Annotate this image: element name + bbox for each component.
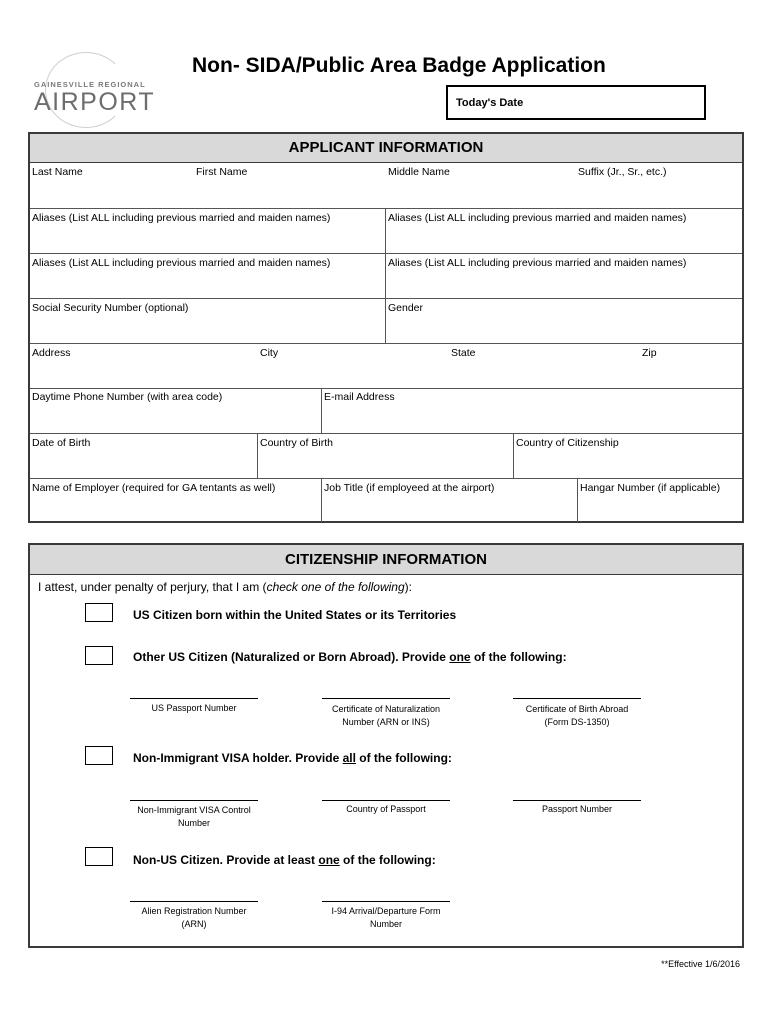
citizenship-heading: CITIZENSHIP INFORMATION bbox=[30, 545, 742, 575]
gender-field[interactable] bbox=[385, 299, 742, 343]
aliases-label: Aliases (List ALL including previous married and maiden names) bbox=[388, 257, 687, 269]
visa-holder-checkbox[interactable] bbox=[85, 746, 113, 765]
us-born-option: US Citizen born within the United States or its Territories bbox=[133, 608, 457, 622]
email-label: E-mail Address bbox=[324, 391, 395, 403]
first-name-label: First Name bbox=[196, 166, 248, 178]
last-name-label: Last Name bbox=[32, 166, 83, 178]
us-passport-label: US Passport Number bbox=[151, 703, 237, 713]
aliases-row-2 bbox=[30, 253, 742, 298]
hangar-field[interactable] bbox=[577, 479, 742, 522]
aliases-field-2[interactable] bbox=[385, 209, 742, 253]
todays-date-label: Today's Date bbox=[456, 97, 524, 109]
ssn-gender-row bbox=[30, 298, 742, 343]
applicant-heading: APPLICANT INFORMATION bbox=[30, 134, 742, 163]
dob-field[interactable] bbox=[30, 434, 257, 478]
address-row[interactable] bbox=[30, 343, 742, 388]
country-citizenship-label: Country of Citizenship bbox=[516, 437, 619, 449]
state-label: State bbox=[451, 347, 476, 359]
us-naturalized-option: Other US Citizen (Naturalized or Born Abroad). Provide one of the following: bbox=[133, 650, 567, 664]
middle-name-label: Middle Name bbox=[388, 166, 450, 178]
country-birth-field[interactable] bbox=[257, 434, 514, 478]
logo-main-text: AIRPORT bbox=[34, 88, 156, 116]
birth-abroad-line[interactable] bbox=[513, 698, 641, 699]
effective-date-note: **Effective 1/6/2016 bbox=[661, 959, 740, 969]
visa-control-line[interactable] bbox=[130, 800, 258, 801]
alien-registration-line[interactable] bbox=[130, 901, 258, 902]
passport-number-line[interactable] bbox=[513, 800, 641, 801]
country-birth-label: Country of Birth bbox=[260, 437, 333, 449]
gender-label: Gender bbox=[388, 302, 424, 314]
job-title-label: Job Title (if employeed at the airport) bbox=[324, 482, 495, 494]
employer-row bbox=[30, 478, 742, 522]
visa-control-label: Non-Immigrant VISA Control Number bbox=[137, 805, 251, 828]
country-passport-label: Country of Passport bbox=[346, 804, 426, 814]
aliases-label: Aliases (List ALL including previous married and maiden names) bbox=[388, 212, 687, 224]
employer-label: Name of Employer (required for GA tentants as well) bbox=[32, 482, 276, 494]
logo-top-text: GAINESVILLE REGIONAL bbox=[34, 80, 146, 89]
applicant-section bbox=[28, 132, 744, 523]
aliases-label: Aliases (List ALL including previous married and maiden names) bbox=[32, 257, 331, 269]
dob-label: Date of Birth bbox=[32, 437, 91, 449]
alien-registration-label: Alien Registration Number (ARN) bbox=[141, 906, 247, 929]
us-born-checkbox[interactable] bbox=[85, 603, 113, 622]
aliases-field-4[interactable] bbox=[385, 254, 742, 298]
country-passport-line[interactable] bbox=[322, 800, 450, 801]
address-label: Address bbox=[32, 347, 71, 359]
naturalization-line[interactable] bbox=[322, 698, 450, 699]
suffix-label: Suffix (Jr., Sr., etc.) bbox=[578, 166, 667, 178]
visa-holder-option: Non-Immigrant VISA holder. Provide all of the following: bbox=[133, 751, 452, 765]
todays-date-field[interactable] bbox=[446, 85, 706, 120]
birth-abroad-label: Certificate of Birth Abroad (Form DS-1350) bbox=[525, 704, 629, 727]
attest-statement: I attest, under penalty of perjury, that I am (check one of the following): bbox=[38, 580, 412, 594]
passport-number-label: Passport Number bbox=[541, 804, 613, 814]
zip-label: Zip bbox=[642, 347, 657, 359]
email-field[interactable] bbox=[321, 389, 742, 433]
aliases-row-1 bbox=[30, 208, 742, 253]
citizenship-section bbox=[28, 543, 744, 948]
non-us-citizen-checkbox[interactable] bbox=[85, 847, 113, 866]
birth-row bbox=[30, 433, 742, 478]
naturalization-label: Certificate of Naturalization Number (ARN or INS) bbox=[331, 704, 441, 727]
us-passport-line[interactable] bbox=[130, 698, 258, 699]
employer-field[interactable] bbox=[30, 479, 321, 522]
ssn-label: Social Security Number (optional) bbox=[32, 302, 189, 314]
page-title: Non- SIDA/Public Area Badge Application bbox=[192, 54, 606, 77]
phone-field[interactable] bbox=[30, 389, 321, 433]
ssn-field[interactable] bbox=[30, 299, 385, 343]
phone-email-row bbox=[30, 388, 742, 433]
aliases-label: Aliases (List ALL including previous married and maiden names) bbox=[32, 212, 331, 224]
us-naturalized-checkbox[interactable] bbox=[85, 646, 113, 665]
country-citizenship-field[interactable] bbox=[513, 434, 742, 478]
job-title-field[interactable] bbox=[321, 479, 578, 522]
city-label: City bbox=[260, 347, 279, 359]
aliases-field-1[interactable] bbox=[30, 209, 385, 253]
i94-line[interactable] bbox=[322, 901, 450, 902]
i94-label: I-94 Arrival/Departure Form Number bbox=[331, 906, 441, 929]
name-row[interactable] bbox=[30, 163, 742, 207]
phone-label: Daytime Phone Number (with area code) bbox=[32, 391, 223, 403]
non-us-citizen-option: Non-US Citizen. Provide at least one of the following: bbox=[133, 853, 436, 867]
hangar-label: Hangar Number (if applicable) bbox=[580, 482, 721, 494]
aliases-field-3[interactable] bbox=[30, 254, 385, 298]
